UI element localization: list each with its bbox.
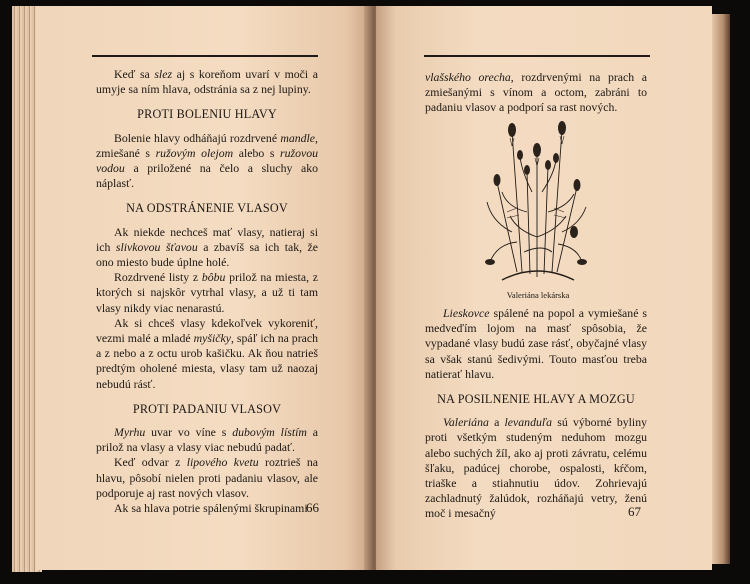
right-bottom-text [425, 306, 647, 522]
left-paragraph-3: Ak niekde nechceš mať vlasy, natieraj si ich slivkovou šťavou a zbavíš sa ich tak, že ono miesto bude úplne holé. [96, 224, 318, 270]
right-paragraph-1: vlašského orecha, rozdrvenými na prach a zmiešanými s vínom a octom, zabráni to padaniu vlasov a podporí sa rast nových. [425, 70, 647, 115]
right-page-edges [712, 14, 730, 564]
left-page-text [96, 67, 318, 516]
illustration-caption: Valeriána lekárska [506, 290, 570, 300]
left-paragraph-7: Keď odvar z lipového kvetu roztrieš na hlavu, pôsobí nielen proti padaniu vlasov, ale podporuje aj rast nových vlasov. [96, 455, 318, 500]
left-heading-1: PROTI BOLENIU HLAVY [137, 107, 277, 122]
left-page-number: 66 [306, 500, 319, 515]
right-page-number: 67 [628, 504, 641, 519]
valerian-plant-illustration [482, 112, 592, 288]
right-paragraph-2: Lieskovce spálené na popol a vymiešané s medveďím lojom na masť spôsobia, že vypadané vlasy budú zase rásť, obyčajné vlasy sa však stanú šedivými. Touto masťou treba natierať hlavu. [425, 306, 647, 381]
left-heading-3: PROTI PADANIU VLASOV [132, 401, 282, 416]
left-paragraph-1: Keď sa slez aj s koreňom uvarí v moči a umyje sa ním hlava, odstránia sa z nej lupiny. [96, 67, 318, 97]
left-heading-2: NA ODSTRÁNENIE VLASOV [126, 201, 288, 216]
left-paragraph-4: Rozdrvené listy z bôbu prilož na miesta, z ktorých si najskôr vytrhal vlasy, a už ti tam vlasy nikdy viac nenarastú. [96, 270, 318, 315]
right-header-rule [424, 55, 650, 57]
left-header-rule [92, 55, 318, 57]
right-paragraph-3: Valeriána a levanduľa sú výborné byliny proti všetkým studeným neduhom mozgu alebo suchých žíl, ako aj proti závratu, celému šľaku, padúcej chorobe, ospalosti, kŕčom, triaške a stiahnutiu údov. Zohrievajú zachladnutý žalúdok, rozháňajú vetry, ženú moč i mesačný [425, 415, 647, 521]
left-paragraph-8: Ak sa hlava potrie spálenými škrupinami [114, 501, 308, 516]
right-top-text [425, 70, 647, 116]
left-paragraph-2: Bolenie hlavy odháňajú rozdrvené mandle, zmiešané s ružovým olejom alebo s ružovou vodou a priložené na čelo a sluchy ako náplasť. [96, 130, 318, 191]
right-heading-1: NA POSILNENIE HLAVY A MOZGU [437, 392, 635, 407]
left-paragraph-5: Ak si chceš vlasy kdekoľvek vykoreniť, vezmi malé a mladé myšičky, spáľ ich na prach a z nebo a z octu urob kašičku. Ak ňou natrieš predtým oholené miesta, vlasy tam už naozaj nebudú rásť. [96, 315, 318, 391]
left-paragraph-6: Myrhu uvar vo víne s dubovým lístím a prilož na vlasy a vlasy viac nebudú padať. [96, 425, 319, 455]
